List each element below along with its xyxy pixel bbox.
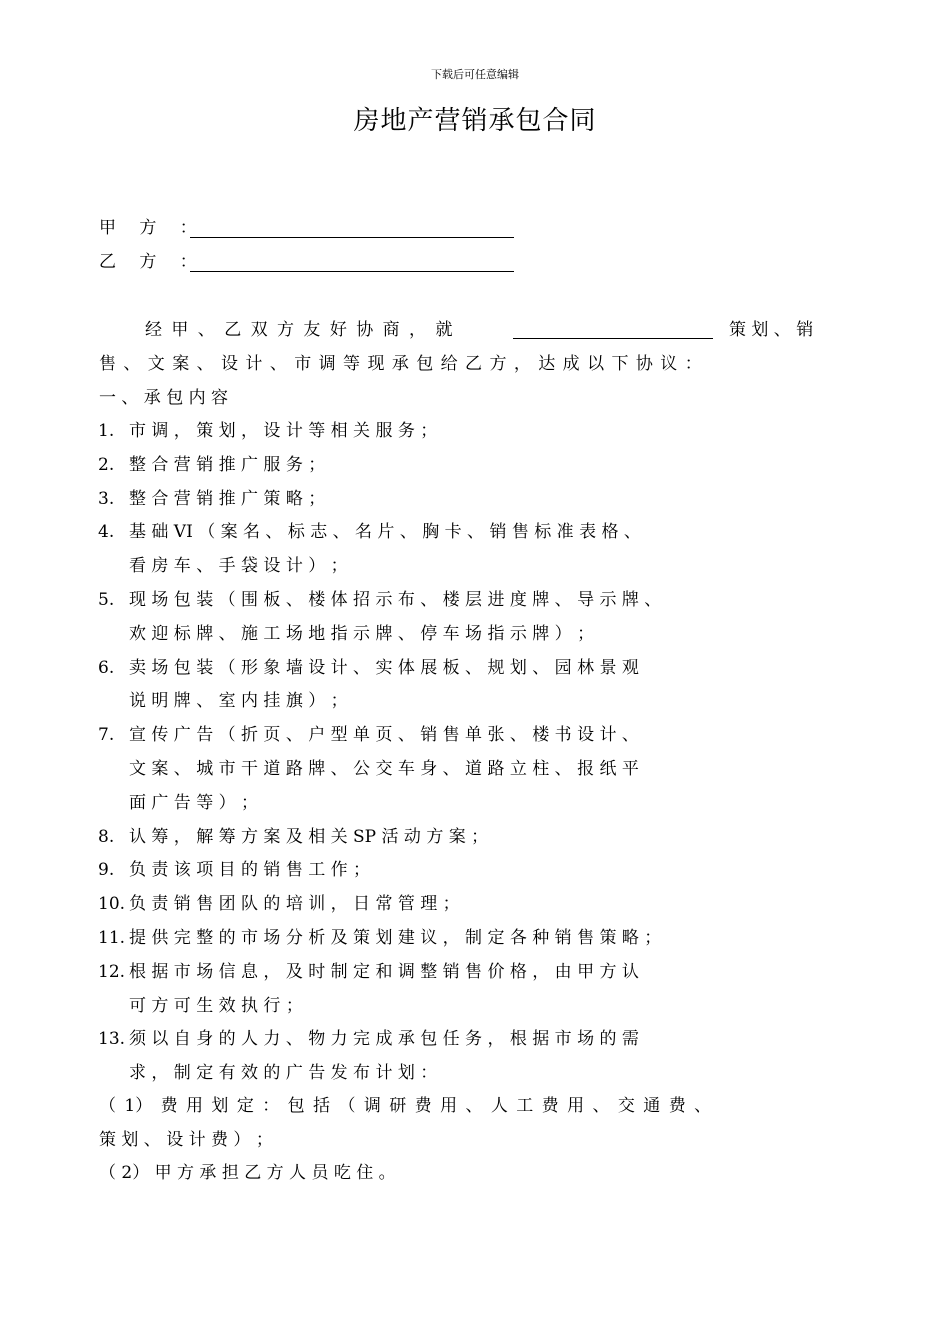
item-text: 看 房 车 、 手 袋 设 计 ） ； (129, 556, 348, 577)
item-number: 2. (98, 454, 115, 475)
item-number: 8. (98, 826, 115, 847)
party-b-row (99, 250, 206, 274)
item-text: 市 调 ， 策 划 ， 设 计 等 相 关 服 务 ； (129, 421, 438, 441)
item-text: 求 ， 制 定 有 效 的 广 告 发 布 计 划 ： (129, 1063, 438, 1084)
item-number: 6. (98, 657, 115, 678)
item-text: 提 供 完 整 的 市 场 分 析 及 策 划 建 议 ， 制 定 各 种 销 售 策 略 ； (129, 928, 662, 948)
item-text: 说 明 牌 、 室 内 挂 旗 ） ； (129, 691, 348, 712)
item-number: 5. (98, 590, 115, 610)
item-text: 可 方 可 生 效 执 行 ； (129, 995, 303, 1016)
header-note: 下载后可任意编辑 (431, 68, 519, 81)
item-text: 整 合 营 销 推 广 服 务 ； (129, 454, 326, 475)
party-b-label: 乙 方 ： (99, 252, 206, 272)
item-text: 卖 场 包 装 （ 形 象 墙 设 计 、 实 体 展 板 、 规 划 、 园 林 景 观 (129, 657, 639, 678)
item-text: 面 广 告 等 ） ； (129, 792, 259, 813)
item-text: 现 场 包 装 （ 围 板 、 楼 体 招 示 布 、 楼 层 进 度 牌 、 导 示 牌 、 (129, 590, 662, 610)
item-number: 13. (98, 1029, 126, 1050)
item-number: 12. (98, 961, 126, 982)
item-number: 11. (98, 928, 126, 948)
fee-clause-1-line2: 策 划 、 设 计 费 ） ； (99, 1130, 273, 1150)
item-text: 基 础 VI （ 案 名 、 标 志 、 名 片 、 胸 卡 、 销 售 标 准 表 格 、 (129, 522, 641, 543)
intro-line2: 售 、 文 案 、 设 计 、 市 调 等 现 承 包 给 乙 方 ， 达 成 以 下 协 议 ： (99, 354, 702, 374)
party-a-row (99, 216, 206, 240)
item-number: 9. (98, 860, 115, 881)
section-heading-contract-scope: 一 、 承 包 内 容 (99, 388, 229, 408)
item-text: 宣 传 广 告 （ 折 页 、 户 型 单 页 、 销 售 单 张 、 楼 书 设 计 、 (129, 725, 639, 746)
fee-clause-2: （ 2） 甲 方 承 担 乙 方 人 员 吃 住 。 (99, 1163, 396, 1183)
item-number: 7. (98, 725, 115, 746)
document-title: 房地产营销承包合同 (353, 106, 597, 136)
item-text: 整 合 营 销 推 广 策 略 ； (129, 488, 326, 509)
party-b-blank (190, 271, 514, 272)
item-number: 10. (98, 894, 126, 915)
fee-clause-1-line1: （ 1） 费 用 划 定 ： 包 括 （ 调 研 费 用 、 人 工 费 用 、 交 通 费 、 (99, 1096, 712, 1116)
item-number: 1. (98, 421, 115, 441)
item-text: 根 据 市 场 信 息 ， 及 时 制 定 和 调 整 销 售 价 格 ， 由 甲 方 认 (129, 961, 639, 982)
item-text: 须 以 自 身 的 人 力 、 物 力 完 成 承 包 任 务 ， 根 据 市 场 的 需 (129, 1029, 639, 1050)
intro-line1-start: 经 甲 、 乙 双 方 友 好 协 商 ， 就 (145, 320, 453, 340)
item-text: 认 筹 ， 解 筹 方 案 及 相 关 SP 活 动 方 案 ； (129, 826, 489, 847)
item-number: 3. (98, 488, 115, 509)
item-text: 欢 迎 标 牌 、 施 工 场 地 指 示 牌 、 停 车 场 指 示 牌 ） ； (129, 623, 595, 644)
project-name-blank (513, 338, 713, 339)
item-text: 文 案 、 城 市 干 道 路 牌 、 公 交 车 身 、 道 路 立 柱 、 报 纸 平 (129, 759, 639, 779)
item-text: 负 责 销 售 团 队 的 培 训 ， 日 常 管 理 ； (129, 894, 460, 915)
party-a-blank (190, 237, 514, 238)
item-number: 4. (98, 522, 115, 543)
intro-line1-end: 策 划 、 销 (729, 320, 814, 340)
party-a-label: 甲 方 ： (99, 218, 206, 238)
item-text: 负 责 该 项 目 的 销 售 工 作 ； (129, 860, 371, 881)
